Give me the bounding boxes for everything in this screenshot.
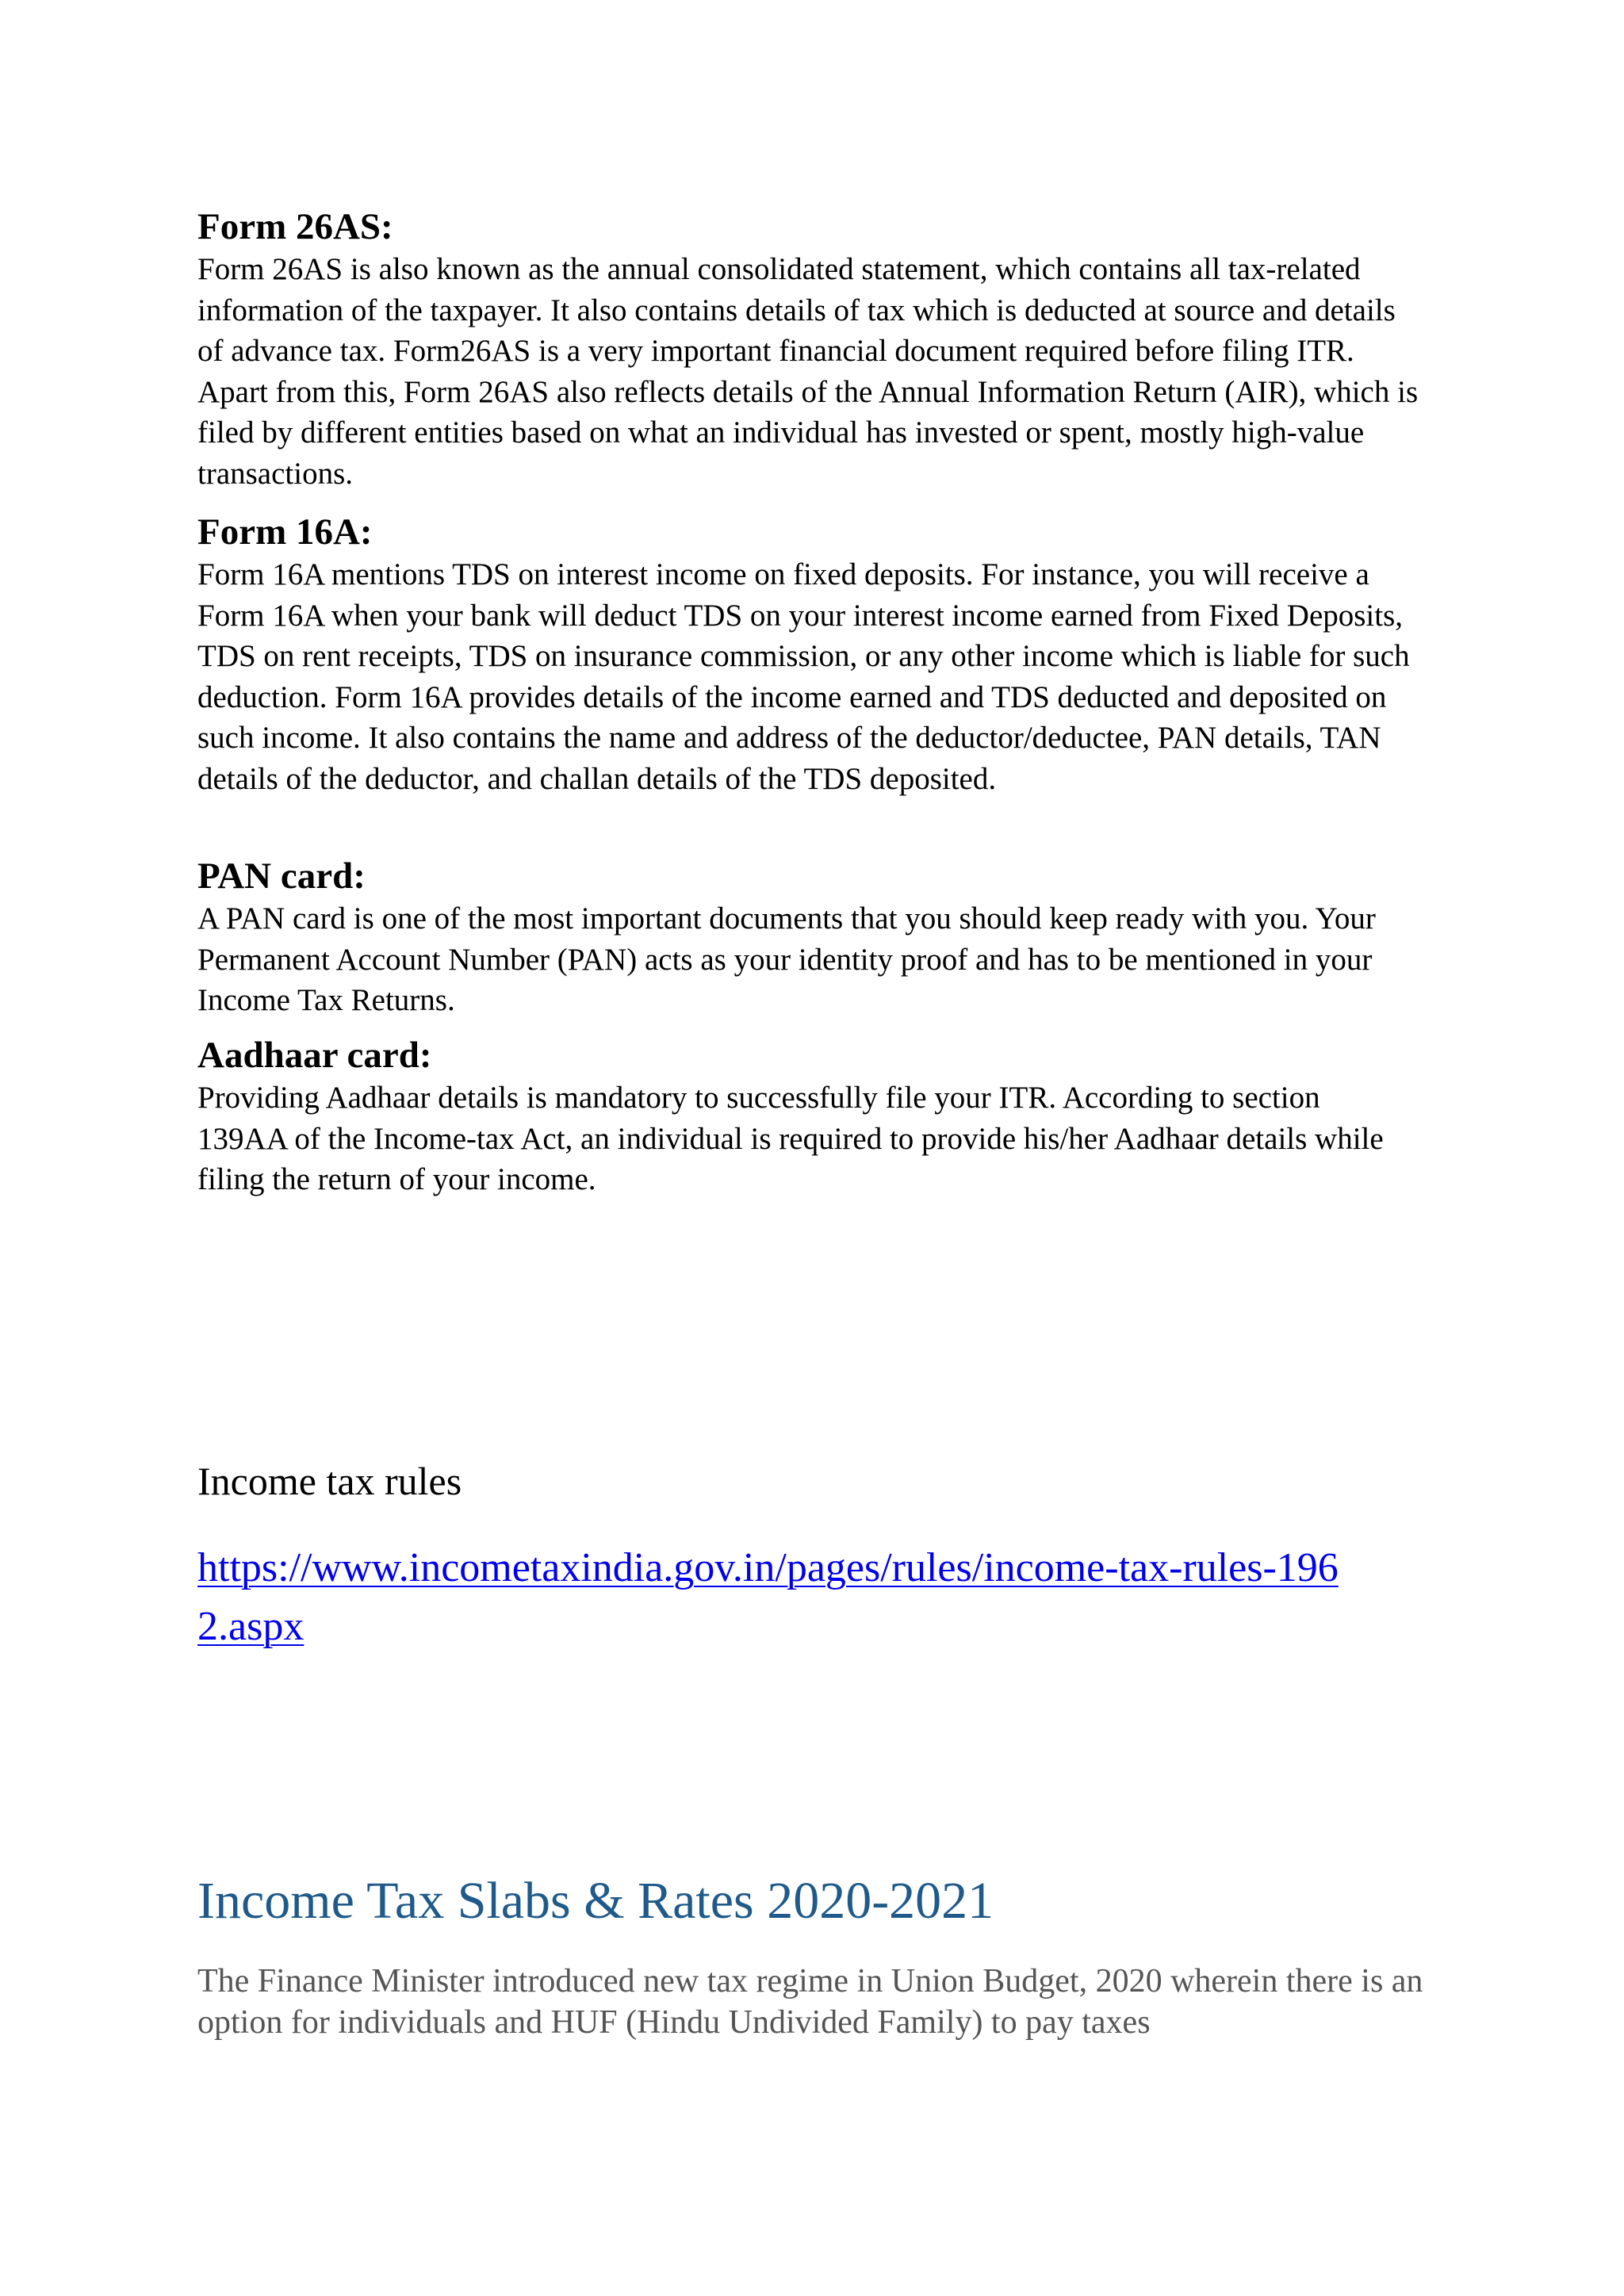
tax-slabs-intro-section [197,1961,1434,2043]
form-26as-paragraph: Form 26AS is also known as the annual consolidated statement, which contains all tax-related information of the taxpayer. It also contains details of tax which is deducted at source and details of advance tax. Form26AS is a very important financial document required before filing ITR. Apart from this, Form 26AS also reflects details of the Annual Information Return (AIR), which is filed by different entities based on what an individual has invested or spent, mostly high-value transactions. [197,252,1419,491]
form-16a-section [197,510,1434,799]
pan-card-paragraph: A PAN card is one of the most important documents that you should keep ready with you. Your Permanent Account Number (PAN) acts as your identity proof and has to be mentioned in your Income Tax Returns. [197,901,1376,1017]
pan-card-section [197,854,1434,1021]
income-tax-rules-heading: Income tax rules [197,1459,462,1503]
pan-card-heading: PAN card: [197,855,366,897]
income-tax-rules-section [197,1457,1434,1505]
rules-link-section [197,1539,1434,1656]
aadhaar-card-section [197,1033,1434,1200]
form-16a-heading: Form 16A: [197,511,373,553]
form-26as-section [197,205,1434,494]
tax-slabs-heading: Income Tax Slabs & Rates 2020-2021 [197,1872,994,1930]
form-26as-heading: Form 26AS: [197,206,393,247]
tax-slabs-section [197,1869,1434,1933]
aadhaar-card-heading: Aadhaar card: [197,1035,432,1076]
form-16a-paragraph: Form 16A mentions TDS on interest income on fixed deposits. For instance, you will receive a Form 16A when your bank will deduct TDS on your interest income earned from Fixed Deposits, TDS on rent receipts, TDS on insurance commission, or any other income which is liable for such deduction. Form 16A provides details of the income earned and TDS deducted and deposited on such income. It also contains the name and address of the deductor/deductee, PAN details, TAN details of the deductor, and challan details of the TDS deposited. [197,557,1410,796]
aadhaar-card-paragraph: Providing Aadhaar details is mandatory to successfully file your ITR. According to section 139AA of the Income-tax Act, an individual is required to provide his/her Aadhaar details while filing the return of your income. [197,1081,1384,1196]
income-tax-rules-link[interactable]: https://www.incometaxindia.gov.in/pages/rules/income-tax-rules-1962.aspx [197,1545,1339,1649]
tax-slabs-paragraph: The Finance Minister introduced new tax regime in Union Budget, 2020 wherein there is an option for individuals and HUF (Hindu Undivided Family) to pay taxes [197,1963,1423,2041]
